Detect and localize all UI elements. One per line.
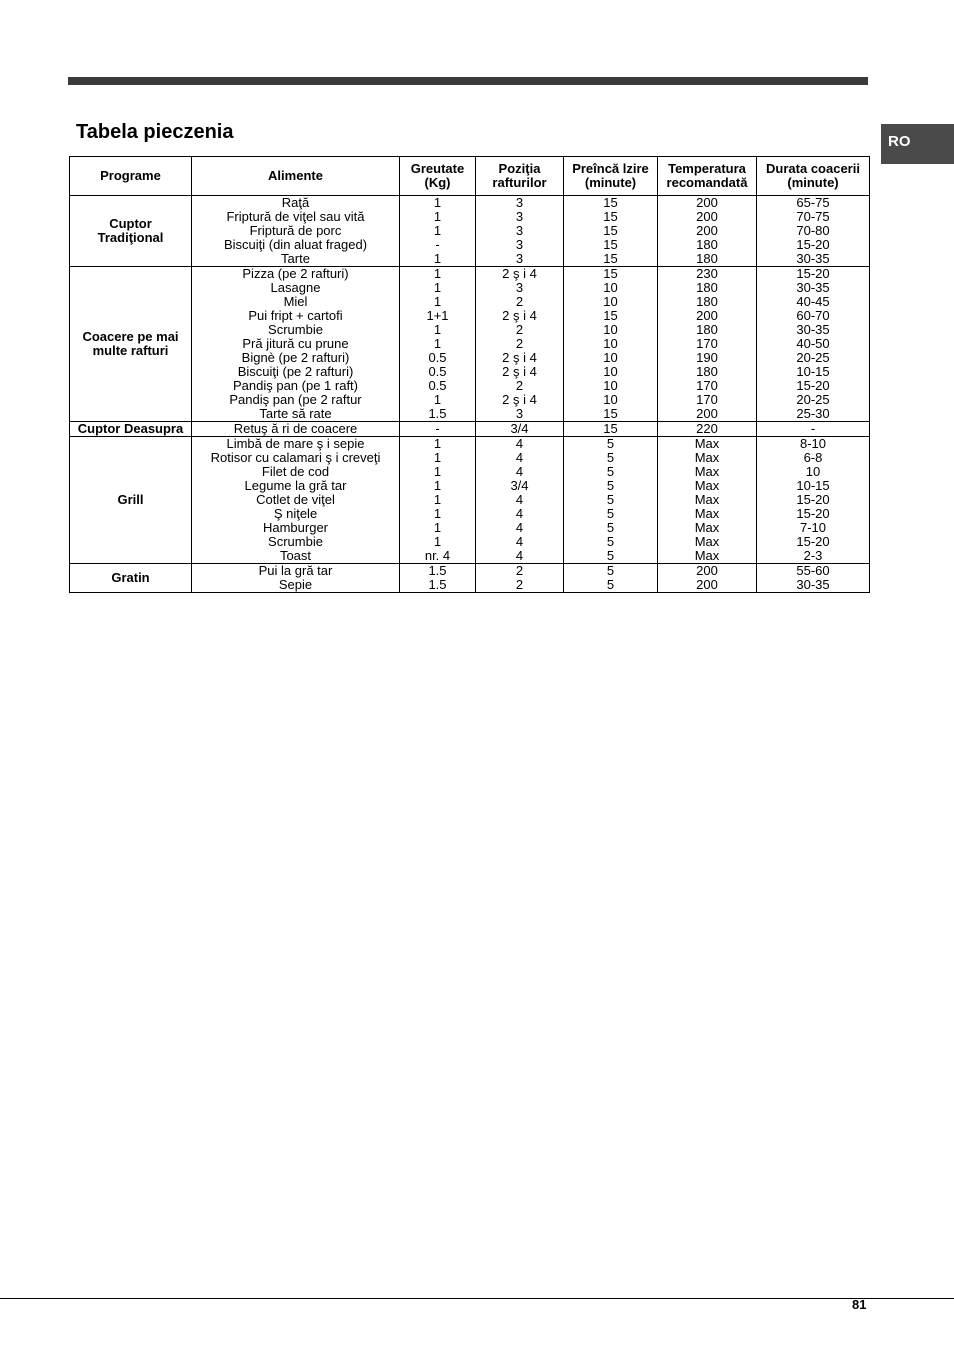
food-value: Sepie xyxy=(278,577,313,592)
temperature-value: 200 xyxy=(696,563,718,578)
weight-value: 1.5 xyxy=(428,577,447,592)
weight-cell xyxy=(400,267,476,422)
shelf-position-cell xyxy=(476,196,564,267)
food-value: Limbă de mare ş i sepie xyxy=(226,436,365,451)
weight-value: 1 xyxy=(433,322,442,337)
duration-value: 30-35 xyxy=(796,577,830,592)
food-value: Cotlet de viţel xyxy=(256,492,335,507)
column-header-line: rafturilor xyxy=(492,175,547,190)
column-header xyxy=(70,157,192,196)
program-label: Coacere pe mai xyxy=(82,329,179,344)
food-value: Raţă xyxy=(281,195,310,210)
shelf-position-value: 4 xyxy=(515,492,524,507)
duration-value: 30-35 xyxy=(796,280,830,295)
shelf-position-value: 2 ş i 4 xyxy=(502,392,537,407)
temperature-value: 190 xyxy=(696,350,718,365)
column-header-line: Alimente xyxy=(268,168,323,183)
column-header-line: Preîncă lzire xyxy=(572,161,649,176)
duration-value: 70-75 xyxy=(796,209,830,224)
duration-value: 10 xyxy=(805,464,821,479)
weight-value: 1 xyxy=(433,223,442,238)
shelf-position-cell xyxy=(476,422,564,437)
shelf-position-value: 4 xyxy=(515,436,524,451)
food-value: Tarte să rate xyxy=(259,406,332,421)
shelf-position-value: 2 xyxy=(515,378,524,393)
food-cell xyxy=(192,422,400,437)
duration-value: 15-20 xyxy=(796,534,830,549)
table-body xyxy=(70,196,870,593)
shelf-position-value: 2 ş i 4 xyxy=(502,308,537,323)
column-header xyxy=(192,157,400,196)
shelf-position-value: 4 xyxy=(515,548,524,563)
food-value: Rotisor cu calamari ş i creveţi xyxy=(210,450,381,465)
temperature-value: Max xyxy=(694,520,720,535)
preheat-value: 15 xyxy=(603,237,618,252)
shelf-position-value: 2 xyxy=(515,294,524,309)
temperature-value: Max xyxy=(694,478,720,493)
duration-value: 20-25 xyxy=(796,350,830,365)
food-value: Biscuiţi (din aluat fraged) xyxy=(223,237,368,252)
weight-value: 1 xyxy=(433,266,442,281)
food-cell xyxy=(192,564,400,593)
food-cell xyxy=(192,196,400,267)
preheat-value: 15 xyxy=(603,223,618,238)
shelf-position-cell xyxy=(476,564,564,593)
program-label: multe rafturi xyxy=(92,343,169,358)
weight-value: 1 xyxy=(433,209,442,224)
duration-value: 30-35 xyxy=(796,251,830,266)
shelf-position-value: 4 xyxy=(515,534,524,549)
food-value: Retuş ă ri de coacere xyxy=(233,421,358,436)
temperature-value: 200 xyxy=(696,577,718,592)
weight-cell xyxy=(400,196,476,267)
weight-value: 0.5 xyxy=(428,350,447,365)
preheat-value: 10 xyxy=(603,322,618,337)
duration-cell xyxy=(757,267,870,422)
temperature-cell xyxy=(658,196,757,267)
table-row xyxy=(70,422,870,437)
preheat-value: 15 xyxy=(603,406,618,421)
column-header-line: (minute) xyxy=(787,175,839,190)
temperature-value: Max xyxy=(694,534,720,549)
preheat-cell xyxy=(564,422,658,437)
preheat-value: 5 xyxy=(606,506,615,521)
food-value: Toast xyxy=(279,548,312,563)
weight-value: - xyxy=(435,237,440,252)
shelf-position-value: 3/4 xyxy=(510,478,529,493)
column-header xyxy=(564,157,658,196)
temperature-value: 200 xyxy=(696,223,718,238)
food-value: Tarte xyxy=(281,251,310,266)
table-row xyxy=(70,564,870,593)
duration-cell xyxy=(757,196,870,267)
page-number: 81 xyxy=(852,1297,867,1312)
preheat-value: 15 xyxy=(603,209,618,224)
shelf-position-value: 2 ş i 4 xyxy=(502,266,537,281)
preheat-value: 5 xyxy=(606,520,615,535)
temperature-value: Max xyxy=(694,464,720,479)
program-cell xyxy=(70,196,192,267)
shelf-position-value: 4 xyxy=(515,450,524,465)
food-value: Scrumbie xyxy=(268,322,323,337)
shelf-position-value: 3 xyxy=(515,280,524,295)
preheat-value: 5 xyxy=(606,563,615,578)
food-value: Miel xyxy=(283,294,308,309)
shelf-position-value: 2 xyxy=(515,336,524,351)
temperature-value: 220 xyxy=(696,421,718,436)
duration-value: 15-20 xyxy=(796,506,830,521)
weight-value: 1 xyxy=(433,464,442,479)
weight-value: 1+1 xyxy=(426,308,449,323)
temperature-cell xyxy=(658,564,757,593)
weight-value: 1 xyxy=(433,478,442,493)
shelf-position-value: 3 xyxy=(515,223,524,238)
shelf-position-value: 3 xyxy=(515,406,524,421)
shelf-position-cell xyxy=(476,437,564,564)
table-row xyxy=(70,196,870,267)
weight-value: 0.5 xyxy=(428,364,447,379)
preheat-value: 5 xyxy=(606,534,615,549)
top-decorative-bar xyxy=(68,77,868,85)
weight-value: 1 xyxy=(433,195,442,210)
shelf-position-value: 2 ş i 4 xyxy=(502,350,537,365)
temperature-value: 180 xyxy=(696,251,718,266)
duration-cell xyxy=(757,422,870,437)
column-header-line: Greutate xyxy=(410,161,465,176)
temperature-cell xyxy=(658,437,757,564)
weight-value: 1 xyxy=(433,392,442,407)
weight-value: 1 xyxy=(433,492,442,507)
weight-cell xyxy=(400,437,476,564)
shelf-position-value: 2 xyxy=(515,577,524,592)
duration-value: 2-3 xyxy=(803,548,823,563)
weight-value: 1 xyxy=(433,520,442,535)
preheat-value: 5 xyxy=(606,548,615,563)
preheat-value: 10 xyxy=(603,392,618,407)
program-label: Grill xyxy=(117,492,144,507)
preheat-cell xyxy=(564,267,658,422)
program-cell xyxy=(70,564,192,593)
preheat-value: 15 xyxy=(603,421,618,436)
duration-value: 55-60 xyxy=(796,563,830,578)
duration-value: 65-75 xyxy=(796,195,830,210)
preheat-value: 15 xyxy=(603,308,618,323)
weight-value: 0.5 xyxy=(428,378,447,393)
column-header xyxy=(400,157,476,196)
column-header-line: (Kg) xyxy=(424,175,451,190)
food-value: Friptură de viţel sau vită xyxy=(226,209,365,224)
preheat-value: 5 xyxy=(606,450,615,465)
duration-cell xyxy=(757,437,870,564)
duration-value: 8-10 xyxy=(799,436,827,451)
duration-value: 40-45 xyxy=(796,294,830,309)
program-label: Cuptor xyxy=(109,216,152,231)
weight-value: nr. 4 xyxy=(424,548,451,563)
food-value: Biscuiţi (pe 2 rafturi) xyxy=(237,364,354,379)
duration-value: 25-30 xyxy=(796,406,830,421)
weight-value: 1 xyxy=(433,436,442,451)
temperature-value: 180 xyxy=(696,237,718,252)
duration-value: 10-15 xyxy=(796,364,830,379)
weight-value: 1 xyxy=(433,450,442,465)
preheat-value: 10 xyxy=(603,294,618,309)
duration-value: - xyxy=(810,421,816,436)
table-row xyxy=(70,437,870,564)
temperature-cell xyxy=(658,267,757,422)
temperature-value: 230 xyxy=(696,266,718,281)
program-cell xyxy=(70,437,192,564)
page-title: Tabela pieczenia xyxy=(76,121,234,143)
column-header-line: Poziţia xyxy=(498,161,541,176)
duration-value: 15-20 xyxy=(796,237,830,252)
temperature-value: Max xyxy=(694,506,720,521)
food-value: Pră jitură cu prune xyxy=(242,336,349,351)
column-header-line: Durata coacerii xyxy=(766,161,860,176)
shelf-position-value: 2 xyxy=(515,322,524,337)
food-value: Pandiş pan (pe 1 raft) xyxy=(232,378,359,393)
shelf-position-value: 4 xyxy=(515,520,524,535)
duration-value: 10-15 xyxy=(796,478,830,493)
food-value: Legume la gră tar xyxy=(244,478,347,493)
weight-cell xyxy=(400,422,476,437)
preheat-value: 15 xyxy=(603,266,618,281)
program-cell xyxy=(70,267,192,422)
food-value: Pui la gră tar xyxy=(258,563,333,578)
preheat-value: 5 xyxy=(606,464,615,479)
temperature-value: 180 xyxy=(696,364,718,379)
preheat-value: 10 xyxy=(603,364,618,379)
duration-value: 6-8 xyxy=(803,450,823,465)
weight-value: 1 xyxy=(433,534,442,549)
food-value: Hamburger xyxy=(262,520,329,535)
shelf-position-value: 3 xyxy=(515,237,524,252)
duration-value: 60-70 xyxy=(796,308,830,323)
shelf-position-value: 2 xyxy=(515,563,524,578)
temperature-value: 200 xyxy=(696,195,718,210)
temperature-value: Max xyxy=(694,450,720,465)
temperature-value: Max xyxy=(694,492,720,507)
food-value: Filet de cod xyxy=(261,464,330,479)
food-value: Pui fript + cartofi xyxy=(248,308,343,323)
language-tab: RO xyxy=(881,124,954,164)
duration-value: 40-50 xyxy=(796,336,830,351)
food-value: Scrumbie xyxy=(268,534,323,549)
temperature-value: 170 xyxy=(696,336,718,351)
food-cell xyxy=(192,267,400,422)
weight-value: 1 xyxy=(433,280,442,295)
temperature-value: Max xyxy=(694,436,720,451)
column-header-line: Temperatura xyxy=(668,161,746,176)
preheat-cell xyxy=(564,196,658,267)
duration-cell xyxy=(757,564,870,593)
food-value: Friptură de porc xyxy=(249,223,342,238)
shelf-position-value: 2 ş i 4 xyxy=(502,364,537,379)
food-value: Ş niţele xyxy=(273,506,318,521)
shelf-position-value: 3/4 xyxy=(510,421,529,436)
weight-cell xyxy=(400,564,476,593)
temperature-value: 200 xyxy=(696,406,718,421)
temperature-value: 180 xyxy=(696,294,718,309)
duration-value: 15-20 xyxy=(796,378,830,393)
weight-value: 1 xyxy=(433,506,442,521)
temperature-value: 200 xyxy=(696,308,718,323)
shelf-position-value: 3 xyxy=(515,251,524,266)
temperature-cell xyxy=(658,422,757,437)
column-header xyxy=(757,157,870,196)
program-label: Tradiţional xyxy=(97,230,164,245)
program-cell xyxy=(70,422,192,437)
footer-rule xyxy=(0,1298,954,1299)
duration-value: 20-25 xyxy=(796,392,830,407)
column-header-line: Programe xyxy=(100,168,161,183)
duration-value: 7-10 xyxy=(799,520,827,535)
column-header-line: (minute) xyxy=(584,175,637,190)
temperature-value: 180 xyxy=(696,322,718,337)
shelf-position-value: 3 xyxy=(515,195,524,210)
program-label: Gratin xyxy=(111,570,150,585)
preheat-value: 10 xyxy=(603,336,618,351)
column-header-line: recomandată xyxy=(666,175,748,190)
duration-value: 15-20 xyxy=(796,266,830,281)
food-value: Lasagne xyxy=(270,280,321,295)
shelf-position-value: 3 xyxy=(515,209,524,224)
duration-value: 30-35 xyxy=(796,322,830,337)
preheat-cell xyxy=(564,564,658,593)
preheat-value: 10 xyxy=(603,280,618,295)
preheat-value: 10 xyxy=(603,378,618,393)
table-header-row xyxy=(70,157,870,196)
weight-value: 1.5 xyxy=(428,563,447,578)
preheat-value: 5 xyxy=(606,492,615,507)
column-header xyxy=(658,157,757,196)
temperature-value: Max xyxy=(694,548,720,563)
temperature-value: 170 xyxy=(696,378,718,393)
preheat-cell xyxy=(564,437,658,564)
weight-value: 1 xyxy=(433,294,442,309)
duration-value: 15-20 xyxy=(796,492,830,507)
shelf-position-value: 4 xyxy=(515,506,524,521)
program-label: Cuptor Deasupra xyxy=(77,421,184,436)
preheat-value: 10 xyxy=(603,350,618,365)
weight-value: - xyxy=(435,421,440,436)
shelf-position-cell xyxy=(476,267,564,422)
food-value: Pandiş pan (pe 2 raftur xyxy=(229,392,362,407)
preheat-value: 15 xyxy=(603,195,618,210)
preheat-value: 15 xyxy=(603,251,618,266)
temperature-value: 200 xyxy=(696,209,718,224)
food-value: Pizza (pe 2 rafturi) xyxy=(242,266,349,281)
weight-value: 1 xyxy=(433,251,442,266)
table-row xyxy=(70,267,870,422)
baking-table xyxy=(69,156,870,593)
preheat-value: 5 xyxy=(606,478,615,493)
weight-value: 1 xyxy=(433,336,442,351)
temperature-value: 180 xyxy=(696,280,718,295)
duration-value: 70-80 xyxy=(796,223,830,238)
food-cell xyxy=(192,437,400,564)
shelf-position-value: 4 xyxy=(515,464,524,479)
temperature-value: 170 xyxy=(696,392,718,407)
preheat-value: 5 xyxy=(606,577,615,592)
food-value: Bignè (pe 2 rafturi) xyxy=(241,350,350,365)
preheat-value: 5 xyxy=(606,436,615,451)
weight-value: 1.5 xyxy=(428,406,447,421)
column-header xyxy=(476,157,564,196)
